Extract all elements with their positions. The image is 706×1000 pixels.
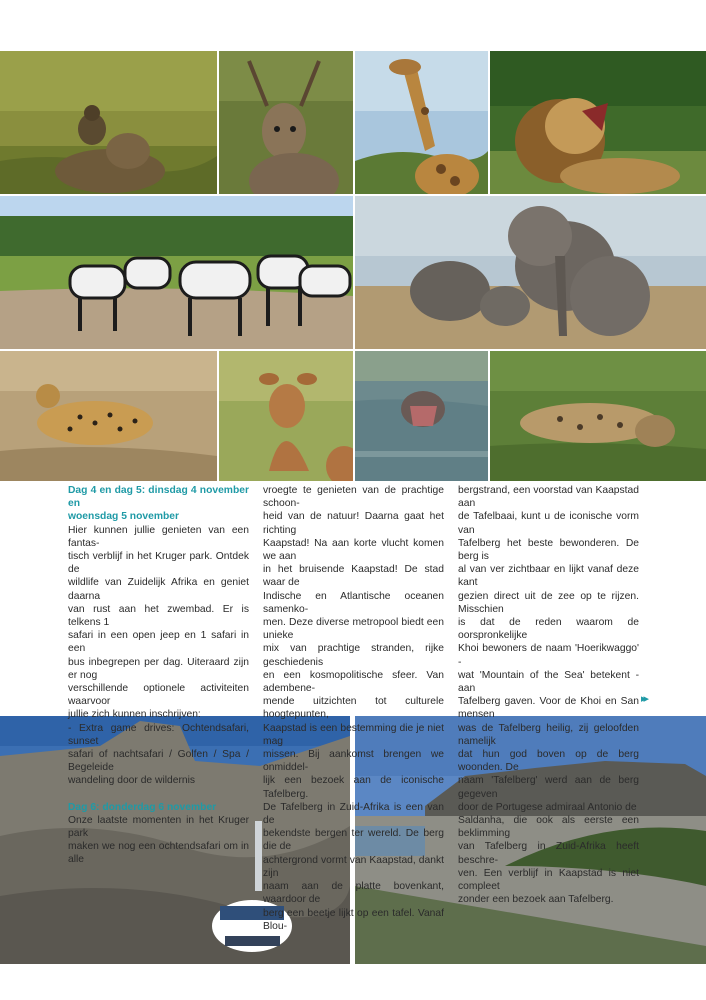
photo-waterbuck: [219, 51, 353, 194]
paragraph-line: missen. Bij aankomst brengen we onmiddel-: [263, 749, 444, 774]
paragraph-line: men. Deze diverse metropool biedt een unieke: [263, 617, 444, 642]
paragraph-line: achtergrond vormt van Kaapstad, dankt zijn: [263, 854, 444, 879]
paragraph-line: al van ver zichtbaar en lijkt vanaf deze kant: [458, 564, 639, 589]
paragraph-line: was de Tafelberg heilig, zij geloofden namelijk: [458, 722, 639, 747]
photo-hyena: [490, 351, 706, 481]
paragraph-line: Tafelberg gaven. Voor de Khoi en San mensen: [458, 696, 639, 721]
paragraph-line: berg een beetje lijkt op een tafel. Vanaf Blou-: [263, 907, 444, 932]
paragraph-line: bus inbegrepen per dag. Uiteraard zijn er nog: [68, 656, 249, 681]
paragraph-line: ven. Een verblijf in Kaapstad is niet compleet: [458, 867, 639, 893]
paragraph-line: zonder een bezoek aan Tafelberg.: [458, 894, 614, 906]
photo-giraffe: [355, 51, 488, 194]
paragraph-line: Khoi bewoners de naam 'Hoerikwaggo' -: [458, 643, 639, 668]
paragraph-line: Hier kunnen jullie genieten van een fantas-: [68, 524, 249, 549]
paragraph-line: gezien direct uit de zee op te rijzen. Misschien: [458, 590, 639, 615]
paragraph-line: Indische en Atlantische oceanen samenko-: [263, 590, 444, 615]
paragraph-line: naam aan de platte bovenkant, waardoor de: [263, 881, 444, 906]
photo-zebras: [0, 196, 353, 349]
paragraph-line: bergstrand, een voorstad van Kaapstad aan: [458, 485, 639, 510]
paragraph-line: van Tafelberg in Zuid-Afrika heeft beschre-: [458, 841, 639, 866]
paragraph-line: Onze laatste momenten in het Kruger park: [68, 814, 249, 840]
paragraph-line: vroegte te genieten van de prachtige schoon-: [263, 485, 444, 510]
photo-cheetah: [0, 351, 217, 481]
paragraph-line: dat hun god boven op de berg woonden. De: [458, 749, 639, 774]
paragraph-line: maken we nog een ochtendsafari om in alle: [68, 841, 249, 866]
photo-elephants: [355, 196, 706, 349]
continue-arrow-icon: ▸▸: [641, 692, 647, 705]
paragraph-line: in het bruisende Kaapstad! De stad waar de: [263, 564, 444, 589]
paragraph-line: Saldanha, die ook als eerste een beklimming: [458, 815, 639, 840]
paragraph-line: van rust aan het zwembad. Er is telkens 1: [68, 603, 249, 629]
paragraph-line: Tafelberg het beste bewonderen. De berg is: [458, 537, 639, 563]
photo-impala: [219, 351, 353, 481]
paragraph-line: de Tafelbaai, kunt u de iconische vorm van: [458, 511, 639, 536]
paragraph-line: naam 'Tafelberg' werd aan de berg gegeven: [458, 775, 639, 800]
text-column-2: [263, 484, 444, 933]
paragraph-line: safari of nachtsafari / Golfen / Spa / Begeleide: [68, 749, 249, 774]
paragraph-line: Kaapstad is een bestemming die je niet mag: [263, 722, 444, 747]
paragraph-line: mix van prachtige stranden, rijke geschiedenis: [263, 643, 444, 668]
photo-lion: [490, 51, 706, 194]
paragraph-line: - Extra game drives: Ochtendsafari, sunset: [68, 722, 249, 747]
paragraph-line: mende uitzichten tot culturele hoogtepunten,: [263, 696, 444, 721]
photo-hippo: [355, 351, 488, 481]
photo-baboons: [0, 51, 217, 194]
paragraph-line: wandeling door de wildernis: [68, 775, 196, 787]
paragraph-line: lijk een bezoek aan de iconische Tafelberg.: [263, 775, 444, 800]
paragraph-line: door de Portugese admiraal Antonio de: [458, 801, 637, 813]
paragraph-line: safari in een open jeep en 1 safari in een: [68, 630, 249, 655]
heading-day-4-5-line-2: woensdag 5 november: [68, 511, 180, 523]
paragraph-line: tisch verblijf in het Kruger park. Ontdek de: [68, 551, 249, 576]
paragraph-line: verschillende optionele activiteiten waarvoor: [68, 683, 249, 708]
text-column-1: [68, 484, 249, 867]
paragraph-line: is dat de reden waarom de oorspronkelijke: [458, 617, 639, 642]
paragraph-line: jullie zich kunnen inschrijven:: [68, 709, 201, 721]
paragraph-line: bekendste bergen ter wereld. De berg die de: [263, 828, 444, 853]
heading-day-4-5-line-1: Dag 4 en dag 5: dinsdag 4 november en: [68, 485, 249, 510]
paragraph-line: en een kosmopolitische sfeer. Van adembene-: [263, 669, 444, 695]
heading-day-6: Dag 6: donderdag 6 november: [68, 801, 217, 813]
paragraph-line: De Tafelberg in Zuid-Afrika is een van de: [263, 801, 444, 827]
text-column-3: [458, 484, 639, 907]
paragraph-line: heid van de natuur! Daarna gaat het richting: [263, 511, 444, 536]
paragraph-line: wildlife van Zuidelijk Afrika en geniet daarna: [68, 577, 249, 602]
paragraph-line: wat 'Mountain of the Sea' betekent - aan: [458, 669, 639, 695]
paragraph-line: Kaapstad! Na aan korte vlucht komen we aan: [263, 537, 444, 563]
